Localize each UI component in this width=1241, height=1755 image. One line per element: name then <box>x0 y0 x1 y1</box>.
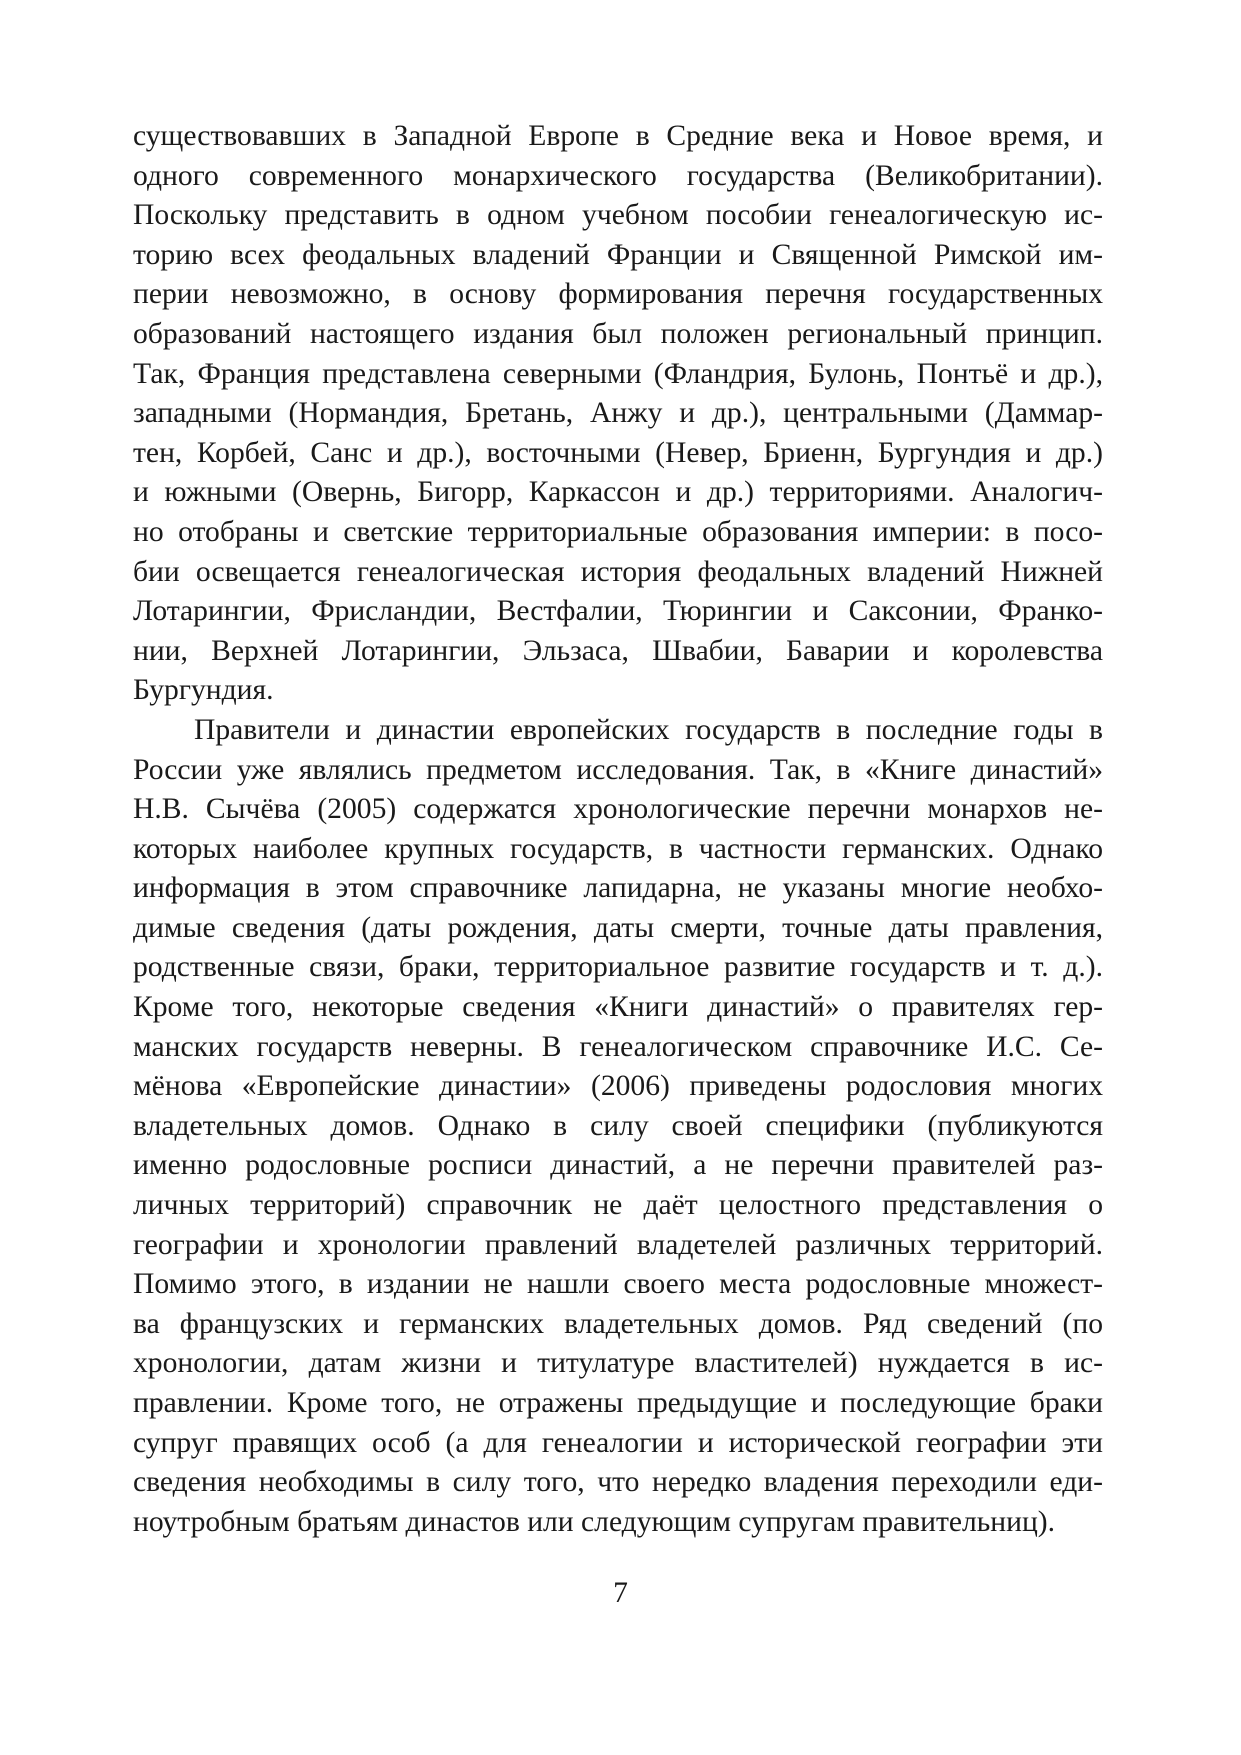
paragraph <box>133 711 1103 1542</box>
text-line: Лотарингии, Фрисландии, Вестфалии, Тюрингии и Саксонии, Франко- <box>133 595 1103 628</box>
text-line: перии невозможно, в основу формирования перечня государственных <box>133 278 1103 311</box>
text-line: одного современного монархического государства (Великобритании). <box>133 159 1103 192</box>
text-line: владетельных домов. Однако в силу своей специфики (публикуются <box>133 1109 1103 1142</box>
body-text <box>133 117 1103 1542</box>
text-line: Н.В. Сычёва (2005) содержатся хронологические перечни монархов не- <box>133 793 1103 826</box>
text-line: географии и хронологии правлений владетелей различных территорий. <box>133 1228 1103 1261</box>
text-line: Правители и династии европейских государств в последние годы в <box>194 713 1103 746</box>
text-line: и южными (Овернь, Бигорр, Каркассон и др.) территориями. Аналогич- <box>133 476 1103 509</box>
text-line: сведения необходимы в силу того, что нередко владения переходили еди- <box>133 1466 1103 1499</box>
text-line: России уже являлись предметом исследования. Так, в «Книге династий» <box>133 753 1103 786</box>
text-line: тен, Корбей, Санс и др.), восточными (Невер, Бриенн, Бургундия и др.) <box>133 436 1103 469</box>
text-line: Бургундия. <box>133 674 274 707</box>
text-line: которых наиболее крупных государств, в частности германских. Однако <box>133 832 1103 865</box>
text-line: правлении. Кроме того, не отражены предыдущие и последующие браки <box>133 1387 1103 1419</box>
text-line: Помимо этого, в издании не нашли своего места родословные множест- <box>133 1268 1103 1301</box>
text-line: западными (Нормандия, Бретань, Анжу и др.), центральными (Даммар- <box>133 397 1103 430</box>
text-line: образований настоящего издания был положен региональный принцип. <box>133 317 1103 350</box>
text-line: Так, Франция представлена северными (Фландрия, Булонь, Понтьё и др.), <box>133 357 1103 390</box>
text-line: ва французских и германских владетельных домов. Ряд сведений (по <box>133 1307 1103 1340</box>
text-line: ноутробным братьям династов или следующим супругам правительниц). <box>133 1505 1056 1538</box>
text-line: информация в этом справочнике лапидарна, не указаны многие необхо- <box>133 872 1103 905</box>
text-line: хронологии, датам жизни и титулатуре властителей) нуждается в ис- <box>133 1347 1103 1380</box>
text-line: мёнова «Европейские династии» (2006) приведены родословия многих <box>133 1070 1103 1103</box>
text-line: существовавших в Западной Европе в Средние века и Новое время, и <box>133 120 1103 152</box>
text-line: супруг правящих особ (а для генеалогии и исторической географии эти <box>133 1426 1103 1459</box>
text-line: но отобраны и светские территориальные образования империи: в посо- <box>133 515 1103 548</box>
text-line: торию всех феодальных владений Франции и Священной Римской им- <box>133 238 1103 271</box>
page-number: 7 <box>613 1577 628 1609</box>
text-line: именно родословные росписи династий, а не перечни правителей раз- <box>133 1149 1103 1182</box>
text-line: бии освещается генеалогическая история феодальных владений Нижней <box>133 555 1103 588</box>
text-line: нии, Верхней Лотарингии, Эльзаса, Швабии, Баварии и королевства <box>133 634 1103 667</box>
text-line: личных территорий) справочник не даёт целостного представления о <box>133 1189 1103 1222</box>
text-line: родственные связи, браки, территориальное развитие государств и т. д.). <box>133 951 1103 984</box>
text-line: Поскольку представить в одном учебном пособии генеалогическую ис- <box>133 199 1103 232</box>
text-line: Кроме того, некоторые сведения «Книги династий» о правителях гер- <box>133 991 1103 1024</box>
text-line: димые сведения (даты рождения, даты смерти, точные даты правления, <box>133 911 1103 944</box>
paragraph <box>133 117 1103 711</box>
text-line: манских государств неверны. В генеалогическом справочнике И.С. Се- <box>133 1030 1103 1063</box>
